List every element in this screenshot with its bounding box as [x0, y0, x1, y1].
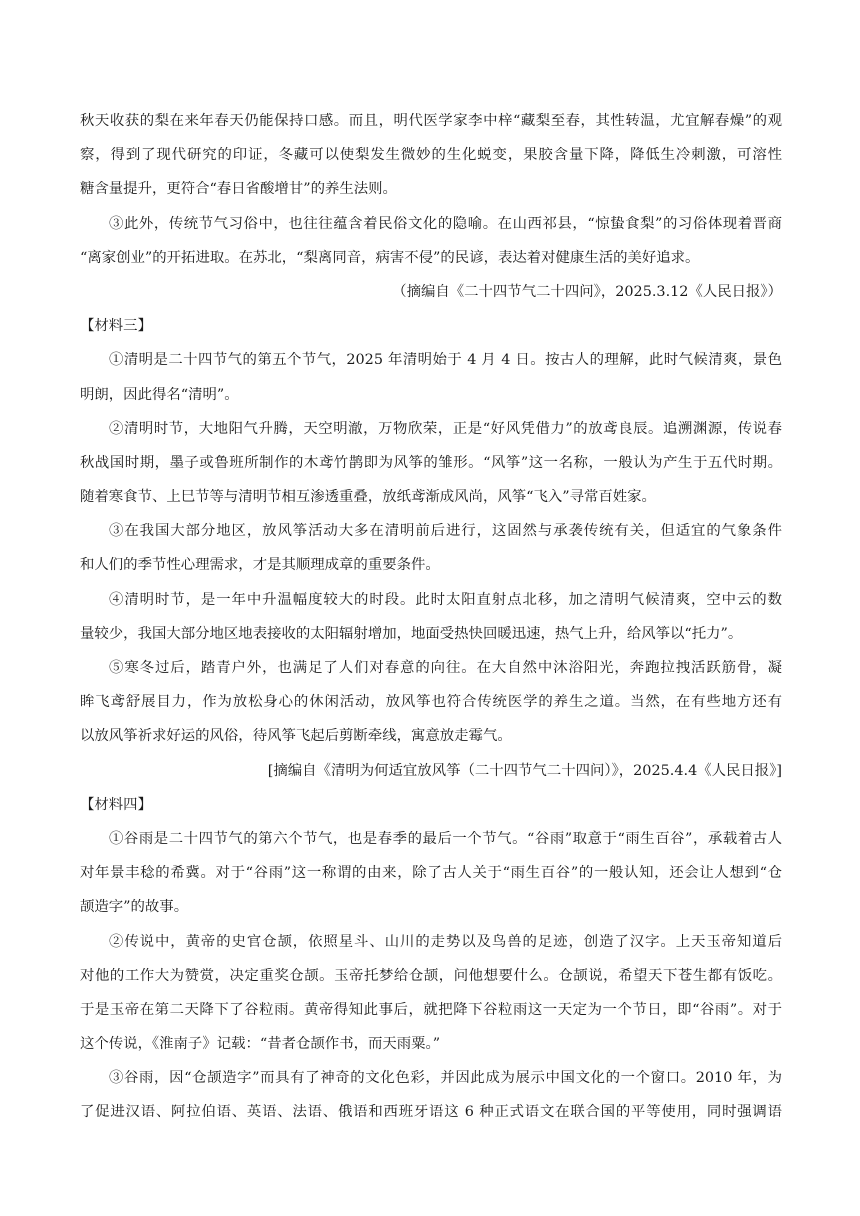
- material-2-continuation: [80, 104, 782, 309]
- paragraph-line: ④清明时节，是一年中升温幅度较大的时段。此时太阳直射点北移，加之清明气候清爽，空中云的数: [109, 591, 782, 608]
- section-heading: 【材料三】: [80, 318, 152, 335]
- paragraph-line: ③在我国大部分地区，放风筝活动大多在清明前后进行，这固然与承袭传统有关，但适宜的气象条件: [109, 523, 782, 540]
- paragraph-line: “离家创业”的开拓进取。在苏北，“梨离同音，病害不侵”的民谚，表达着对健康生活的美好追求。: [80, 249, 700, 266]
- paragraph-line: 秋天收获的梨在来年春天仍能保持口感。而且，明代医学家李中梓“藏梨至春，其性转温，尤宜解春燥”的观: [80, 113, 782, 129]
- source-citation: [摘编自《清明为何适宜放风筝（二十四节气二十四问）》，2025.4.4《人民日报》]: [267, 762, 782, 779]
- paragraph-line: 糖含量提升，更符合“春日省酸增甘”的养生法则。: [80, 181, 397, 198]
- paragraph-line: ③谷雨，因“仓颉造字”而具有了神奇的文化色彩，并因此成为展示中国文化的一个窗口。2010 年，为: [109, 1070, 782, 1087]
- paragraph-line: 眸飞鸢舒展目力，作为放松身心的休闲活动，放风筝也符合传统医学的养生之道。当然，在有些地方还有: [80, 694, 782, 711]
- paragraph-line: ①谷雨是二十四节气的第六个节气，也是春季的最后一个节气。“谷雨”取意于“雨生百谷”，承载着古人: [109, 830, 782, 847]
- paragraph-line: 以放风筝祈求好运的风俗，待风筝飞起后剪断牵线，寓意放走霉气。: [80, 728, 512, 745]
- paragraph-line: ③此外，传统节气习俗中，也往往蕴含着民俗文化的隐喻。在山西祁县，“惊蛰食梨”的习俗体现着晋商: [109, 215, 782, 232]
- paragraph-line: 和人们的季节性心理需求，才是其顺理成章的重要条件。: [80, 557, 440, 574]
- paragraph-line: 对他的工作大为赞赏，决定重奖仓颉。玉帝托梦给仓颉，问他想要什么。仓颉说，希望天下苍生都有饭吃。: [80, 967, 782, 984]
- paragraph-line: 颉造字”的故事。: [80, 899, 189, 916]
- paragraph-line: 明朗，因此得名“清明”。: [80, 386, 239, 403]
- paragraph-line: ②清明时节，大地阳气升腾，天空明澈，万物欣荣，正是“好风凭借力”的放鸢良辰。追溯渊源，传说春: [109, 420, 782, 437]
- paragraph-line: 对年景丰稔的希冀。对于“谷雨”这一称谓的由来，除了古人关于“雨生百谷”的一般认知，还会让人想到“仓: [80, 865, 782, 882]
- paragraph-line: 秋战国时期，墨子或鲁班所制作的木鸢竹鹊即为风筝的雏形。“风筝”这一名称，一般认为产生于五代时期。: [80, 454, 782, 471]
- paragraph-line: 量较少，我国大部分地区地表接收的太阳辐射增加，地面受热快回暖迅速，热气上升，给风筝以“托力”。: [80, 625, 743, 642]
- material-4: [80, 788, 782, 1130]
- material-3: [80, 309, 782, 788]
- paragraph-line: ①清明是二十四节气的第五个节气，2025 年清明始于 4 月 4 日。按古人的理解，此时气候清爽，景色: [109, 352, 782, 369]
- paragraph-line: ⑤寒冬过后，踏青户外，也满足了人们对春意的向往。在大自然中沐浴阳光，奔跑拉拽活跃筋骨，凝: [109, 660, 782, 676]
- document-page: [80, 104, 782, 1130]
- paragraph-line: 了促进汉语、阿拉伯语、英语、法语、俄语和西班牙语这 6 种正式语文在联合国的平等使用，同时强调语: [80, 1104, 782, 1121]
- paragraph-line: 察，得到了现代研究的印证，冬藏可以使梨发生微妙的生化蜕变，果胶含量下降，降低生冷刺激，可溶性: [80, 147, 782, 164]
- paragraph-line: 随着寒食节、上巳节等与清明节相互渗透重叠，放纸鸢渐成风尚，风筝“飞入”寻常百姓家。: [80, 489, 656, 506]
- section-heading: 【材料四】: [80, 796, 152, 813]
- source-citation: （摘编自《二十四节气二十四问》，2025.3.12《人民日报》）: [392, 283, 782, 300]
- paragraph-line: 于是玉帝在第二天降下了谷粒雨。黄帝得知此事后，就把降下谷粒雨这一天定为一个节日，即“谷雨”。对于: [80, 1001, 782, 1018]
- paragraph-line: ②传说中，黄帝的史官仓颉，依照星斗、山川的走势以及鸟兽的足迹，创造了汉字。上天玉帝知道后: [109, 933, 782, 950]
- paragraph-line: 这个传说，《淮南子》记载：“昔者仓颉作书，而天雨粟。”: [80, 1036, 441, 1053]
